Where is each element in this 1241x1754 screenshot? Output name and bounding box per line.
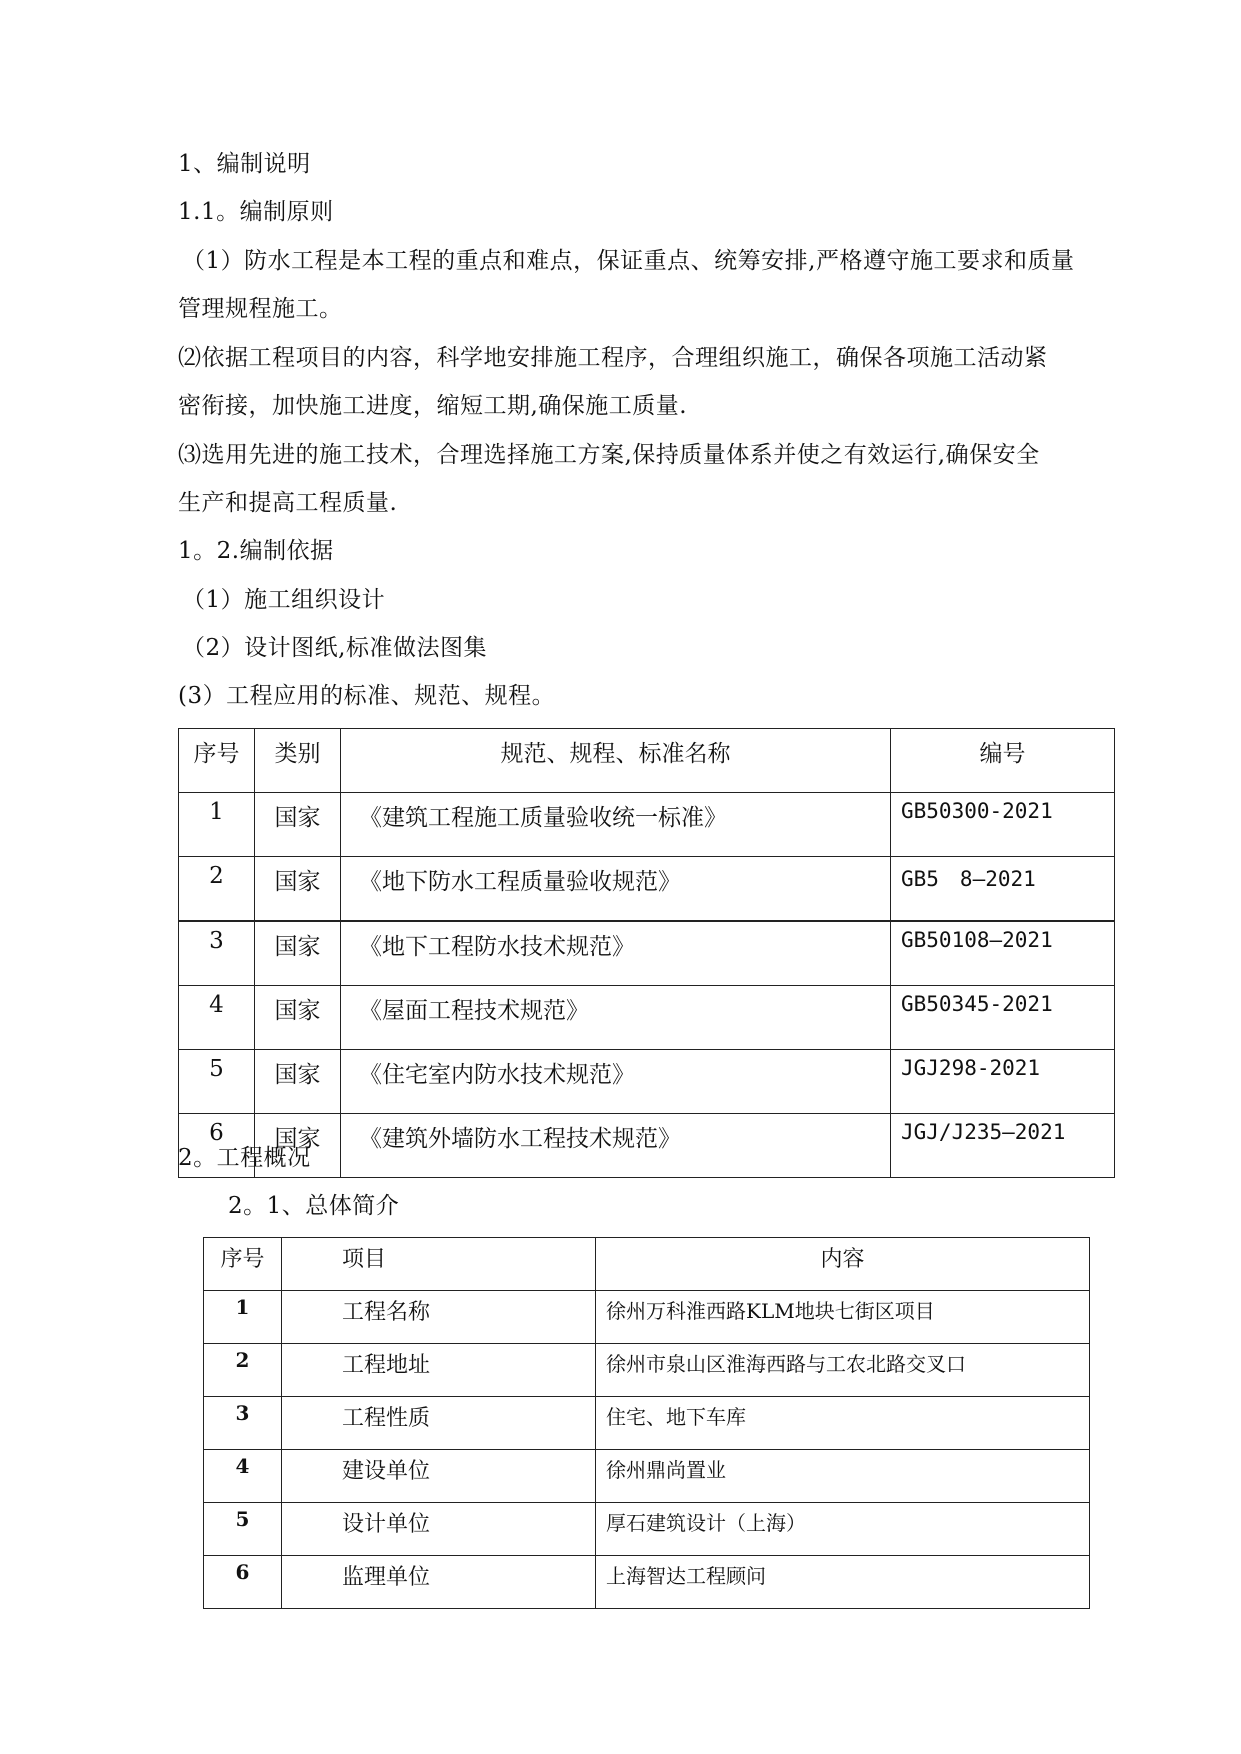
cell-item: 工程名称 — [282, 1291, 596, 1344]
cell-index: 3 — [204, 1397, 282, 1450]
cell-code: GB50300-2021 — [891, 793, 1115, 857]
cell-index: 1 — [179, 793, 255, 857]
cell-item: 设计单位 — [282, 1503, 596, 1556]
cell-item: 工程地址 — [282, 1344, 596, 1397]
cell-index: 6 — [179, 1114, 255, 1178]
standards-table — [178, 728, 1115, 1178]
cell-standard-name: 《住宅室内防水技术规范》 — [341, 1050, 891, 1114]
cell-code: JGJ298-2021 — [891, 1050, 1115, 1114]
cell-category: 国家 — [255, 1050, 341, 1114]
overview-table-header-row — [204, 1238, 1090, 1291]
heading-section-1: 1、编制说明 — [178, 151, 311, 177]
table-row — [204, 1291, 1090, 1344]
cell-code: GB50108—2021 — [891, 921, 1115, 986]
cell-code: GB5 8—2021 — [891, 857, 1115, 922]
cell-item: 建设单位 — [282, 1450, 596, 1503]
cell-standard-name: 《屋面工程技术规范》 — [341, 986, 891, 1050]
cell-index: 1 — [204, 1291, 282, 1344]
principle-1-line-1: （1）防水工程是本工程的重点和难点，保证重点、统筹安排,严格遵守施工要求和质量 — [182, 248, 1075, 274]
table-row — [204, 1556, 1090, 1609]
cell-index: 2 — [204, 1344, 282, 1397]
column-header-item: 项目 — [282, 1238, 596, 1291]
table-row — [204, 1344, 1090, 1397]
principle-1-line-2: 管理规程施工。 — [178, 296, 343, 322]
table-row — [204, 1397, 1090, 1450]
cell-standard-name: 《地下防水工程质量验收规范》 — [341, 857, 891, 922]
column-header-index: 序号 — [179, 729, 255, 793]
table-row — [179, 1114, 1115, 1178]
table-row — [179, 857, 1115, 922]
cell-content: 住宅、地下车库 — [596, 1397, 1090, 1450]
column-header-standard-name: 规范、规程、标准名称 — [341, 729, 891, 793]
column-header-category: 类别 — [255, 729, 341, 793]
cell-category: 国家 — [255, 793, 341, 857]
cell-standard-name: 《建筑工程施工质量验收统一标准》 — [341, 793, 891, 857]
table-row — [179, 986, 1115, 1050]
cell-content: 厚石建筑设计（上海） — [596, 1503, 1090, 1556]
cell-category: 国家 — [255, 921, 341, 986]
cell-standard-name: 《建筑外墙防水工程技术规范》 — [341, 1114, 891, 1178]
basis-item-3: (3）工程应用的标准、规范、规程。 — [178, 683, 556, 709]
cell-category: 国家 — [255, 986, 341, 1050]
column-header-content: 内容 — [596, 1238, 1090, 1291]
cell-index: 4 — [179, 986, 255, 1050]
overview-table — [203, 1237, 1090, 1609]
table-row — [204, 1450, 1090, 1503]
principle-3-line-1: ⑶选用先进的施工技术，合理选择施工方案,保持质量体系并使之有效运行,确保安全 — [178, 442, 1040, 468]
cell-index: 5 — [204, 1503, 282, 1556]
cell-index: 6 — [204, 1556, 282, 1609]
basis-item-2: （2）设计图纸,标准做法图集 — [182, 635, 487, 661]
cell-code: GB50345-2021 — [891, 986, 1115, 1050]
table-row — [204, 1503, 1090, 1556]
cell-content: 徐州万科淮西路KLM地块七街区项目 — [596, 1291, 1090, 1344]
cell-index: 4 — [204, 1450, 282, 1503]
table-row — [179, 921, 1115, 986]
heading-section-2: 2。工程概况 — [178, 1145, 311, 1171]
cell-content: 徐州市泉山区淮海西路与工农北路交叉口 — [596, 1344, 1090, 1397]
cell-item: 工程性质 — [282, 1397, 596, 1450]
column-header-index: 序号 — [204, 1238, 282, 1291]
cell-category: 国家 — [255, 857, 341, 922]
cell-standard-name: 《地下工程防水技术规范》 — [341, 921, 891, 986]
basis-item-1: （1）施工组织设计 — [182, 587, 386, 613]
standards-table-header-row — [179, 729, 1115, 793]
cell-content: 上海智达工程顾问 — [596, 1556, 1090, 1609]
principle-2-line-1: ⑵依据工程项目的内容，科学地安排施工程序，合理组织施工，确保各项施工活动紧 — [178, 345, 1048, 371]
heading-section-2-1: 2。1、总体简介 — [228, 1193, 400, 1219]
column-header-code: 编号 — [891, 729, 1115, 793]
table-row — [179, 1050, 1115, 1114]
heading-section-1-2: 1。2.编制依据 — [178, 538, 334, 564]
heading-section-1-1: 1.1。编制原则 — [178, 199, 334, 225]
principle-2-line-2: 密衔接，加快施工进度，缩短工期,确保施工质量. — [178, 393, 688, 419]
cell-item: 监理单位 — [282, 1556, 596, 1609]
principle-3-line-2: 生产和提高工程质量. — [178, 490, 398, 516]
cell-index: 2 — [179, 857, 255, 922]
cell-content: 徐州鼎尚置业 — [596, 1450, 1090, 1503]
cell-category: 国家 — [255, 1114, 341, 1178]
cell-index: 3 — [179, 921, 255, 986]
table-row — [179, 793, 1115, 857]
cell-index: 5 — [179, 1050, 255, 1114]
cell-code: JGJ/J235—2021 — [891, 1114, 1115, 1178]
